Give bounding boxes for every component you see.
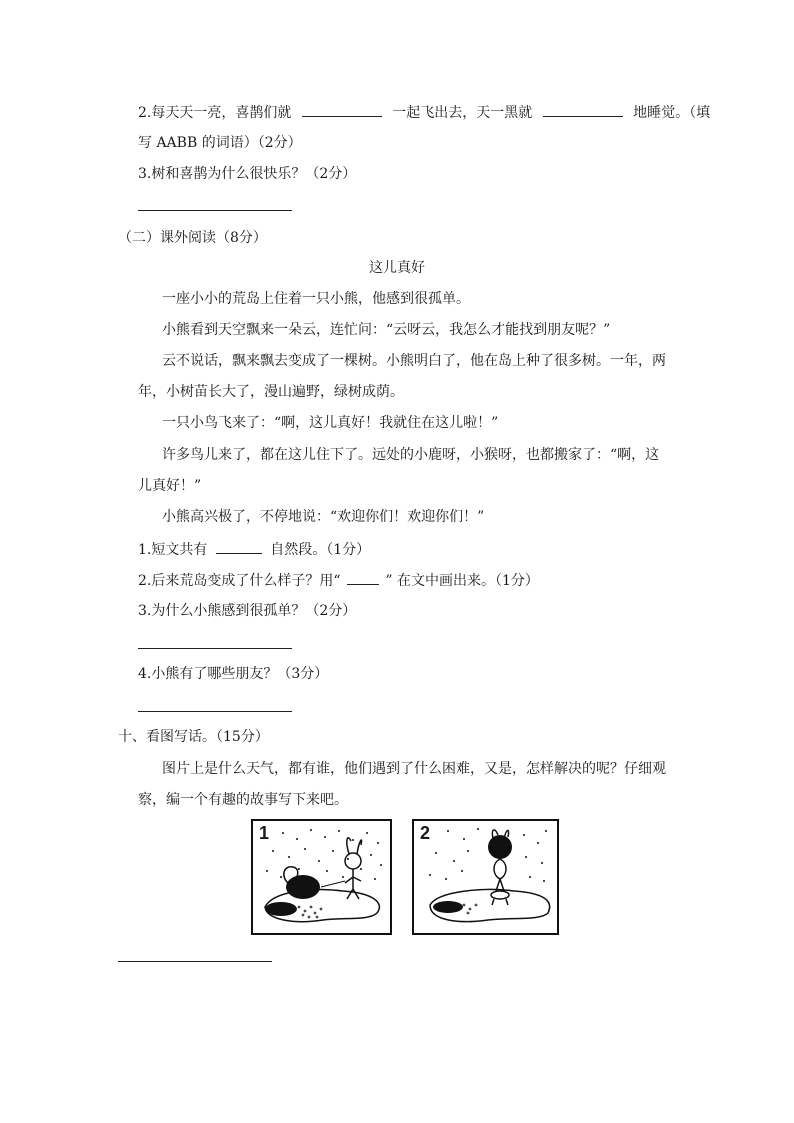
story-paragraph-continued: 年，小树苗长大了，漫山遍野，绿树成荫。: [138, 384, 404, 400]
rain-puddle-turtle-rabbit-illustration: [253, 821, 390, 933]
section-heading-picture-writing: 十、看图写话。（15分）: [118, 729, 269, 745]
turtle-carries-rabbit-illustration: [414, 821, 557, 933]
reading-question-4: 4.小熊有了哪些朋友？（3分）: [138, 666, 329, 682]
question-1-text-a: 1.短文共有: [138, 542, 208, 558]
reading-question-3: 3.为什么小熊感到很孤单？（2分）: [138, 603, 357, 619]
answer-line[interactable]: [138, 210, 292, 211]
question-3: 3.树和喜鹊为什么很快乐？（2分）: [138, 166, 357, 182]
writing-prompt: 图片上是什么天气，都有谁，他们遇到了什么困难，又是，怎样解决的呢？仔细观: [162, 761, 666, 777]
question-2-text-c: 地睡觉。（填: [633, 105, 711, 121]
answer-blank[interactable]: [216, 539, 262, 554]
question-2-text-b: 一起飞出去，天一黑就: [392, 105, 533, 121]
question-1-text-b: 自然段。（1分）: [270, 542, 371, 558]
story-paragraph: 云不说话，飘来飘去变成了一棵树。小熊明白了，他在岛上种了很多树。一年，两: [162, 353, 666, 369]
reading-question-1: [138, 539, 370, 560]
question-2: [138, 102, 710, 123]
panel-number: 2: [420, 823, 431, 843]
answer-blank[interactable]: [543, 102, 623, 117]
story-paragraph: 一只小鸟飞来了：“啊，这儿真好！我就住在这儿啦！”: [162, 415, 499, 431]
question-2-continued: 写 AABB 的词语）（2分）: [138, 135, 302, 151]
picture-panel-1: [251, 819, 392, 935]
underline-mark: [347, 570, 379, 585]
section-heading-extracurricular: （二）课外阅读（8分）: [118, 230, 267, 246]
answer-line[interactable]: [138, 648, 292, 649]
answer-line[interactable]: [138, 711, 292, 712]
story-paragraph: 小熊看到天空飘来一朵云，连忙问：“云呀云，我怎么才能找到朋友呢？”: [162, 322, 611, 338]
story-paragraph: 一座小小的荒岛上住着一只小熊，他感到很孤单。: [162, 291, 470, 307]
question-2-text-b: ” 在文中画出来。（1分）: [385, 573, 539, 589]
answer-line[interactable]: [118, 961, 272, 962]
reading-question-2: [138, 570, 539, 591]
story-title: 这儿真好: [369, 260, 425, 276]
story-paragraph: 许多鸟儿来了，都在这儿住下了。远处的小鹿呀，小猴呀，也都搬家了：“啊，这: [162, 447, 660, 463]
question-2-text-a: 2.每天天一亮，喜鹊们就: [138, 105, 292, 121]
question-2-text-a: 2.后来荒岛变成了什么样子？用“: [138, 573, 341, 589]
story-paragraph: 小熊高兴极了，不停地说：“欢迎你们！欢迎你们！”: [162, 509, 485, 525]
answer-blank[interactable]: [302, 102, 382, 117]
picture-panel-2: [412, 819, 559, 935]
story-paragraph-continued: 儿真好！”: [138, 478, 202, 494]
panel-number: 1: [259, 823, 270, 843]
writing-prompt-continued: 察，编一个有趣的故事写下来吧。: [138, 792, 348, 808]
